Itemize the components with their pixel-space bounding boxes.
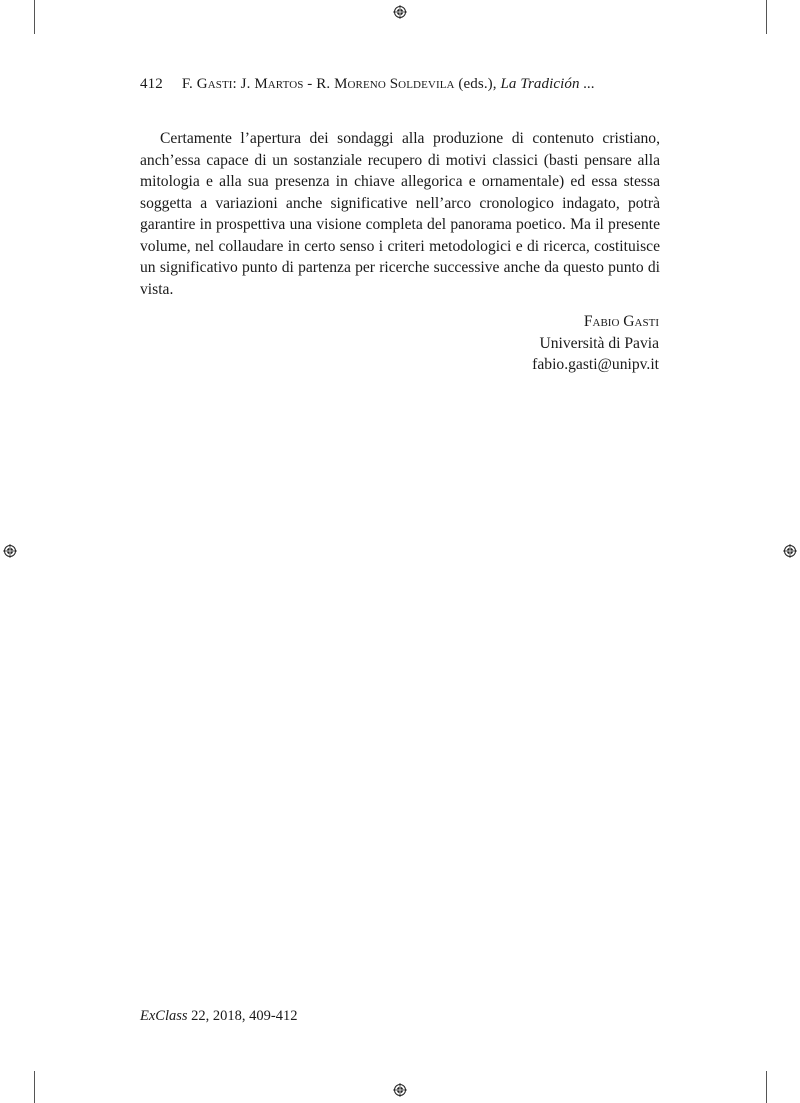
page-number: 412 [140,76,163,92]
header-initial-j: J. [240,76,255,92]
header-editor-martos: Martos [254,76,304,92]
header-author-gasti: Gasti [196,76,233,92]
header-initial-f: F. [181,76,197,92]
crop-mark-bottom-right [766,1071,767,1103]
header-colon: : [232,76,241,92]
header-eds: (eds.), [454,76,501,92]
running-header [140,76,595,93]
body-paragraph: Certamente l’apertura dei sondaggi alla produzione di contenuto cristiano, anch’essa capace di un sostanziale recupero di motivi classici (basti pensare alla mitologia e alla sua presenza in chiave allegorica e ornamentale) ed essa stessa soggetta a variazioni anche significative nell’arco cronologico indagato, potrà garantire in prospettiva una visione completa del panorama poetico. Ma il presente volume, nel collaudare in certo senso i criteri metodologici e di ricerca, costituisce un significativo punto di partenza per ricerche successive anche da questo punto di vista. [140,130,660,298]
header-book-title: La Tradición ... [500,76,596,92]
registration-mark-bottom-icon [393,1083,407,1097]
header-dash: - [303,76,317,92]
registration-mark-left-icon [3,544,17,558]
footer-citation: 22, 2018, 409-412 [187,1008,298,1024]
footer-journal: ExClass [140,1008,188,1024]
registration-mark-right-icon [783,544,797,558]
header-initial-r: R. [316,76,335,92]
signature-name: Fabio Gasti [583,313,659,330]
signature-block [532,311,659,376]
page-footer [140,1008,298,1025]
header-editor-moreno: Moreno Soldevila [334,76,455,92]
crop-mark-bottom-left [34,1071,35,1103]
signature-affiliation: Università di Pavia [539,334,659,352]
crop-mark-top-right [766,0,767,34]
registration-mark-top-icon [393,5,407,19]
signature-email: fabio.gasti@unipv.it [532,356,659,373]
crop-mark-top-left [34,0,35,34]
